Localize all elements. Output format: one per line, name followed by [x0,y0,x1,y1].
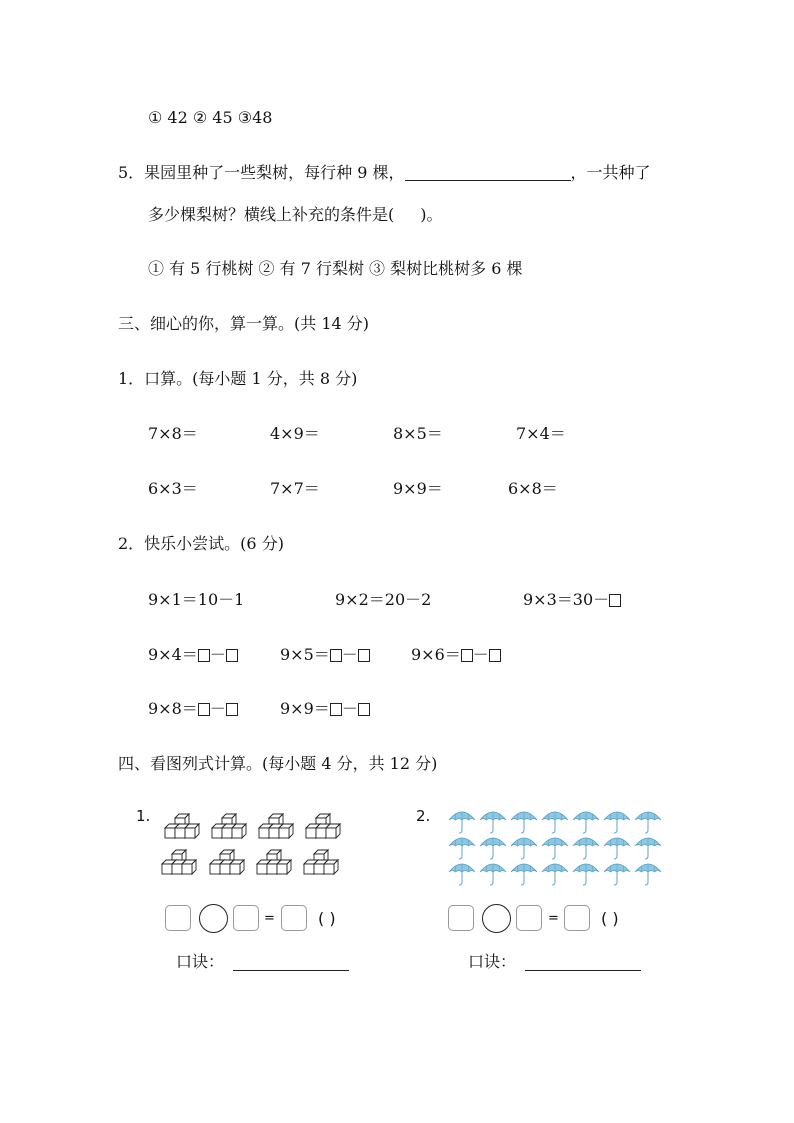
answer-square[interactable] [358,649,370,662]
answer-square[interactable] [489,649,501,662]
section4-title: 四、看图列式计算。(每小题 4 分，共 12 分) [118,754,438,773]
equals-sign: = [548,911,559,926]
cube-stack [210,850,244,874]
koujue-answer-line[interactable] [525,969,641,971]
oral-item: 7×7＝ [270,479,320,498]
oral-item: 6×3＝ [148,479,198,498]
q5-blank [405,164,571,181]
cube-stack [257,850,291,874]
unit-parentheses: ( ) [601,909,619,928]
oral-item: 4×9＝ [270,424,320,443]
answer-square[interactable] [226,703,238,716]
answer-box[interactable] [281,905,307,931]
answer-square[interactable] [461,649,473,662]
pattern-item: 9×9＝ － [280,699,370,719]
pattern-item: 9×1＝10－1 [148,590,245,609]
q5-line2 [148,205,443,225]
answer-box[interactable] [516,905,542,931]
q5-text-b: ，一共种了 [570,163,651,182]
q5-text-d: )。 [420,205,443,224]
q4-options: ① 42 ② 45 ③48 [148,108,273,127]
pattern-item: 9×6＝ － [411,645,501,665]
sub2-title: 2．快乐小尝试。(6 分) [118,534,284,553]
answer-square[interactable] [358,703,370,716]
answer-square[interactable] [198,649,210,662]
q5-options: ① 有 5 行桃树 ② 有 7 行梨树 ③ 梨树比桃树多 6 棵 [148,259,523,278]
oral-item: 7×4＝ [516,424,566,443]
oral-item: 7×8＝ [148,424,198,443]
koujue-answer-line[interactable] [233,969,349,971]
pattern-item: 9×8＝ － [148,699,238,719]
answer-square[interactable] [330,703,342,716]
cube-stack [304,850,338,874]
pattern-item: 9×5＝ － [280,645,370,665]
answer-square[interactable] [198,703,210,716]
answer-box[interactable] [165,905,191,931]
problem1-number: 1. [136,807,151,825]
umbrella-row [449,838,661,859]
cube-stack [306,814,340,838]
cube-stack [162,850,196,874]
sub1-title: 1．口算。(每小题 1 分，共 8 分) [118,369,358,388]
problem2-number: 2. [416,807,431,825]
answer-box[interactable] [564,905,590,931]
answer-box[interactable] [448,905,474,931]
answer-square[interactable] [330,649,342,662]
cube-stack [212,814,246,838]
koujue-label: 口诀： [176,952,225,971]
q5-text-a: 5．果园里种了一些梨树，每行种 9 棵， [118,163,405,182]
answer-square[interactable] [609,594,621,607]
oral-item: 8×5＝ [393,424,443,443]
cube-stacks-illustration [160,812,350,882]
unit-parentheses: ( ) [318,909,336,928]
equals-sign: = [264,911,275,926]
operator-circle[interactable] [199,904,228,933]
q5-text-c: 多少棵梨树？横线上补充的条件是( [148,205,395,224]
oral-item: 9×9＝ [393,479,443,498]
cube-stack [259,814,293,838]
answer-square[interactable] [226,649,238,662]
umbrellas-illustration [447,806,673,888]
pattern-item: 9×2＝20－2 [335,590,432,609]
q5-line1 [118,163,651,183]
operator-circle[interactable] [482,904,511,933]
answer-box[interactable] [233,905,259,931]
pattern-item: 9×3＝30－ [523,590,621,610]
pattern-item: 9×4＝ － [148,645,238,665]
oral-item: 6×8＝ [508,479,558,498]
koujue-label: 口诀： [468,952,517,971]
umbrella-row [449,864,661,885]
section3-title: 三、细心的你，算一算。(共 14 分) [118,314,370,333]
cube-stack [165,814,199,838]
